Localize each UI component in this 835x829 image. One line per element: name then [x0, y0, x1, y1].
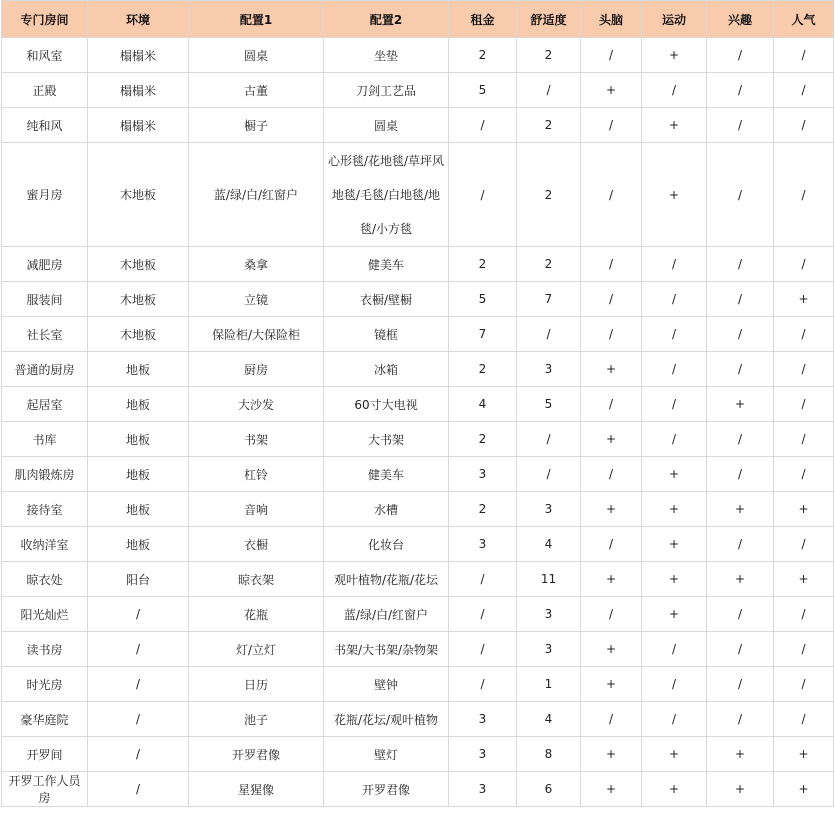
cell-sport: +: [642, 143, 707, 247]
column-header-room: 专门房间: [2, 1, 88, 38]
cell-rent: 5: [449, 73, 517, 108]
cell-popularity: /: [774, 108, 834, 143]
cell-brain: /: [581, 702, 642, 737]
column-header-popularity: 人气: [774, 1, 834, 38]
cell-comfort: 3: [517, 632, 581, 667]
cell-environment: 木地板: [88, 143, 189, 247]
cell-room: 蜜月房: [2, 143, 88, 247]
cell-brain: +: [581, 632, 642, 667]
cell-environment: /: [88, 737, 189, 772]
cell-interest: /: [707, 667, 774, 702]
cell-popularity: /: [774, 457, 834, 492]
cell-config1: 圆桌: [189, 38, 324, 73]
cell-brain: +: [581, 737, 642, 772]
cell-rent: /: [449, 597, 517, 632]
cell-sport: +: [642, 492, 707, 527]
cell-config1: 书架: [189, 422, 324, 457]
cell-rent: 3: [449, 457, 517, 492]
column-header-config2: 配置2: [324, 1, 449, 38]
cell-config2: 水槽: [324, 492, 449, 527]
column-header-rent: 租金: [449, 1, 517, 38]
cell-config1: 厨房: [189, 352, 324, 387]
cell-sport: /: [642, 282, 707, 317]
cell-popularity: /: [774, 387, 834, 422]
cell-config2: 60寸大电视: [324, 387, 449, 422]
cell-interest: +: [707, 562, 774, 597]
cell-config1: 日历: [189, 667, 324, 702]
cell-popularity: /: [774, 597, 834, 632]
cell-config2: 镜框: [324, 317, 449, 352]
cell-interest: /: [707, 143, 774, 247]
cell-room: 服装间: [2, 282, 88, 317]
cell-sport: /: [642, 247, 707, 282]
cell-brain: +: [581, 422, 642, 457]
cell-config2: 健美车: [324, 247, 449, 282]
column-header-config1: 配置1: [189, 1, 324, 38]
cell-brain: /: [581, 108, 642, 143]
cell-brain: /: [581, 457, 642, 492]
cell-rent: 3: [449, 527, 517, 562]
cell-popularity: /: [774, 702, 834, 737]
table-row: [2, 143, 834, 247]
cell-rent: 4: [449, 387, 517, 422]
cell-room: 纯和风: [2, 108, 88, 143]
cell-rent: 3: [449, 737, 517, 772]
table-row: [2, 352, 834, 387]
cell-room: 开罗工作人员房: [2, 772, 88, 807]
table-row: [2, 772, 834, 807]
cell-sport: /: [642, 352, 707, 387]
table-row: [2, 702, 834, 737]
cell-config2: 大书架: [324, 422, 449, 457]
cell-interest: /: [707, 702, 774, 737]
cell-comfort: 8: [517, 737, 581, 772]
cell-interest: /: [707, 597, 774, 632]
column-header-environment: 环境: [88, 1, 189, 38]
column-header-interest: 兴趣: [707, 1, 774, 38]
cell-config1: 池子: [189, 702, 324, 737]
cell-comfort: /: [517, 422, 581, 457]
column-header-comfort: 舒适度: [517, 1, 581, 38]
cell-sport: +: [642, 527, 707, 562]
cell-brain: +: [581, 772, 642, 807]
cell-rent: 3: [449, 702, 517, 737]
cell-room: 减肥房: [2, 247, 88, 282]
cell-brain: /: [581, 317, 642, 352]
cell-sport: /: [642, 422, 707, 457]
cell-comfort: 4: [517, 702, 581, 737]
cell-popularity: /: [774, 632, 834, 667]
cell-environment: 榻榻米: [88, 73, 189, 108]
cell-environment: /: [88, 702, 189, 737]
cell-popularity: /: [774, 247, 834, 282]
cell-room: 起居室: [2, 387, 88, 422]
cell-room: 阳光灿烂: [2, 597, 88, 632]
cell-room: 肌肉锻炼房: [2, 457, 88, 492]
cell-rent: 2: [449, 247, 517, 282]
cell-config1: 开罗君像: [189, 737, 324, 772]
cell-interest: /: [707, 282, 774, 317]
table-row: [2, 737, 834, 772]
cell-comfort: 3: [517, 597, 581, 632]
cell-environment: 阳台: [88, 562, 189, 597]
cell-popularity: +: [774, 282, 834, 317]
cell-sport: +: [642, 772, 707, 807]
cell-brain: /: [581, 527, 642, 562]
cell-config2: 健美车: [324, 457, 449, 492]
table-row: [2, 387, 834, 422]
cell-environment: 榻榻米: [88, 38, 189, 73]
cell-environment: /: [88, 632, 189, 667]
cell-config1: 保险柜/大保险柜: [189, 317, 324, 352]
cell-room: 晾衣处: [2, 562, 88, 597]
cell-sport: +: [642, 108, 707, 143]
cell-comfort: 2: [517, 38, 581, 73]
cell-interest: /: [707, 352, 774, 387]
cell-popularity: +: [774, 492, 834, 527]
table-row: [2, 317, 834, 352]
cell-environment: /: [88, 772, 189, 807]
cell-sport: +: [642, 457, 707, 492]
cell-config2: 开罗君像: [324, 772, 449, 807]
cell-rent: /: [449, 667, 517, 702]
cell-rent: 2: [449, 38, 517, 73]
cell-sport: +: [642, 737, 707, 772]
cell-comfort: 2: [517, 143, 581, 247]
cell-popularity: +: [774, 772, 834, 807]
table-row: [2, 527, 834, 562]
cell-config2: 坐垫: [324, 38, 449, 73]
cell-config1: 灯/立灯: [189, 632, 324, 667]
cell-comfort: /: [517, 457, 581, 492]
table-row: [2, 457, 834, 492]
cell-config1: 晾衣架: [189, 562, 324, 597]
cell-sport: +: [642, 38, 707, 73]
cell-popularity: /: [774, 38, 834, 73]
cell-rent: 2: [449, 422, 517, 457]
cell-config2: 花瓶/花坛/观叶植物: [324, 702, 449, 737]
cell-interest: /: [707, 38, 774, 73]
cell-config1: 橱子: [189, 108, 324, 143]
cell-config2: 观叶植物/花瓶/花坛: [324, 562, 449, 597]
cell-environment: 地板: [88, 387, 189, 422]
room-table: [1, 0, 834, 807]
cell-environment: 地板: [88, 492, 189, 527]
cell-config2: 书架/大书架/杂物架: [324, 632, 449, 667]
cell-brain: +: [581, 492, 642, 527]
cell-environment: 木地板: [88, 317, 189, 352]
cell-brain: +: [581, 562, 642, 597]
table-row: [2, 562, 834, 597]
column-header-brain: 头脑: [581, 1, 642, 38]
table-row: [2, 667, 834, 702]
cell-config1: 桑拿: [189, 247, 324, 282]
cell-room: 正殿: [2, 73, 88, 108]
table-row: [2, 492, 834, 527]
cell-interest: +: [707, 387, 774, 422]
cell-config1: 立镜: [189, 282, 324, 317]
table-row: [2, 247, 834, 282]
cell-brain: /: [581, 247, 642, 282]
cell-popularity: /: [774, 667, 834, 702]
cell-sport: /: [642, 632, 707, 667]
cell-popularity: /: [774, 352, 834, 387]
cell-comfort: 11: [517, 562, 581, 597]
cell-room: 普通的厨房: [2, 352, 88, 387]
cell-room: 书库: [2, 422, 88, 457]
cell-environment: /: [88, 667, 189, 702]
table-row: [2, 422, 834, 457]
cell-popularity: /: [774, 73, 834, 108]
cell-config2: 蓝/绿/白/红窗户: [324, 597, 449, 632]
cell-config1: 大沙发: [189, 387, 324, 422]
cell-brain: /: [581, 38, 642, 73]
cell-rent: /: [449, 143, 517, 247]
cell-config1: 古董: [189, 73, 324, 108]
cell-brain: +: [581, 352, 642, 387]
cell-interest: /: [707, 108, 774, 143]
cell-room: 接待室: [2, 492, 88, 527]
cell-rent: 3: [449, 772, 517, 807]
cell-comfort: 4: [517, 527, 581, 562]
cell-room: 豪华庭院: [2, 702, 88, 737]
cell-config2: 心形毯/花地毯/草坪风地毯/毛毯/白地毯/地毯/小方毯: [324, 143, 449, 247]
cell-brain: /: [581, 387, 642, 422]
cell-interest: /: [707, 247, 774, 282]
table-row: [2, 38, 834, 73]
header-row: [2, 1, 834, 38]
cell-config2: 衣橱/壁橱: [324, 282, 449, 317]
cell-rent: 2: [449, 492, 517, 527]
cell-popularity: /: [774, 143, 834, 247]
cell-environment: /: [88, 597, 189, 632]
cell-config2: 刀剑工艺品: [324, 73, 449, 108]
cell-comfort: /: [517, 73, 581, 108]
cell-popularity: +: [774, 562, 834, 597]
table-row: [2, 282, 834, 317]
cell-sport: /: [642, 702, 707, 737]
cell-comfort: 7: [517, 282, 581, 317]
cell-config2: 冰箱: [324, 352, 449, 387]
cell-brain: +: [581, 667, 642, 702]
table-row: [2, 73, 834, 108]
cell-config2: 壁钟: [324, 667, 449, 702]
cell-rent: /: [449, 632, 517, 667]
cell-comfort: 2: [517, 247, 581, 282]
cell-room: 收纳洋室: [2, 527, 88, 562]
cell-environment: 木地板: [88, 282, 189, 317]
cell-comfort: 5: [517, 387, 581, 422]
cell-brain: /: [581, 143, 642, 247]
cell-config2: 圆桌: [324, 108, 449, 143]
cell-comfort: 2: [517, 108, 581, 143]
cell-interest: /: [707, 527, 774, 562]
cell-environment: 地板: [88, 422, 189, 457]
cell-room: 社长室: [2, 317, 88, 352]
cell-interest: /: [707, 73, 774, 108]
cell-brain: +: [581, 73, 642, 108]
cell-comfort: 1: [517, 667, 581, 702]
cell-environment: 榻榻米: [88, 108, 189, 143]
cell-room: 时光房: [2, 667, 88, 702]
cell-room: 读书房: [2, 632, 88, 667]
cell-brain: /: [581, 597, 642, 632]
cell-interest: +: [707, 772, 774, 807]
cell-interest: +: [707, 737, 774, 772]
cell-comfort: /: [517, 317, 581, 352]
column-header-sport: 运动: [642, 1, 707, 38]
cell-sport: /: [642, 667, 707, 702]
cell-config2: 壁灯: [324, 737, 449, 772]
cell-config1: 音响: [189, 492, 324, 527]
cell-comfort: 6: [517, 772, 581, 807]
cell-environment: 地板: [88, 457, 189, 492]
cell-rent: 5: [449, 282, 517, 317]
cell-brain: /: [581, 282, 642, 317]
cell-config1: 杠铃: [189, 457, 324, 492]
table-row: [2, 632, 834, 667]
cell-sport: +: [642, 562, 707, 597]
cell-comfort: 3: [517, 492, 581, 527]
cell-config1: 蓝/绿/白/红窗户: [189, 143, 324, 247]
cell-environment: 地板: [88, 527, 189, 562]
cell-environment: 木地板: [88, 247, 189, 282]
cell-rent: /: [449, 108, 517, 143]
cell-config1: 花瓶: [189, 597, 324, 632]
cell-room: 和风室: [2, 38, 88, 73]
cell-config2: 化妆台: [324, 527, 449, 562]
table-row: [2, 597, 834, 632]
cell-room: 开罗间: [2, 737, 88, 772]
cell-environment: 地板: [88, 352, 189, 387]
table-body: [2, 38, 834, 807]
cell-config1: 衣橱: [189, 527, 324, 562]
cell-popularity: /: [774, 317, 834, 352]
cell-comfort: 3: [517, 352, 581, 387]
cell-sport: /: [642, 317, 707, 352]
cell-popularity: /: [774, 422, 834, 457]
cell-interest: +: [707, 492, 774, 527]
cell-popularity: /: [774, 527, 834, 562]
cell-sport: +: [642, 597, 707, 632]
cell-rent: 2: [449, 352, 517, 387]
table-row: [2, 108, 834, 143]
cell-interest: /: [707, 317, 774, 352]
cell-rent: /: [449, 562, 517, 597]
cell-config1: 星猩像: [189, 772, 324, 807]
cell-interest: /: [707, 422, 774, 457]
cell-rent: 7: [449, 317, 517, 352]
cell-sport: /: [642, 73, 707, 108]
cell-sport: /: [642, 387, 707, 422]
cell-interest: /: [707, 457, 774, 492]
cell-interest: /: [707, 632, 774, 667]
cell-popularity: +: [774, 737, 834, 772]
